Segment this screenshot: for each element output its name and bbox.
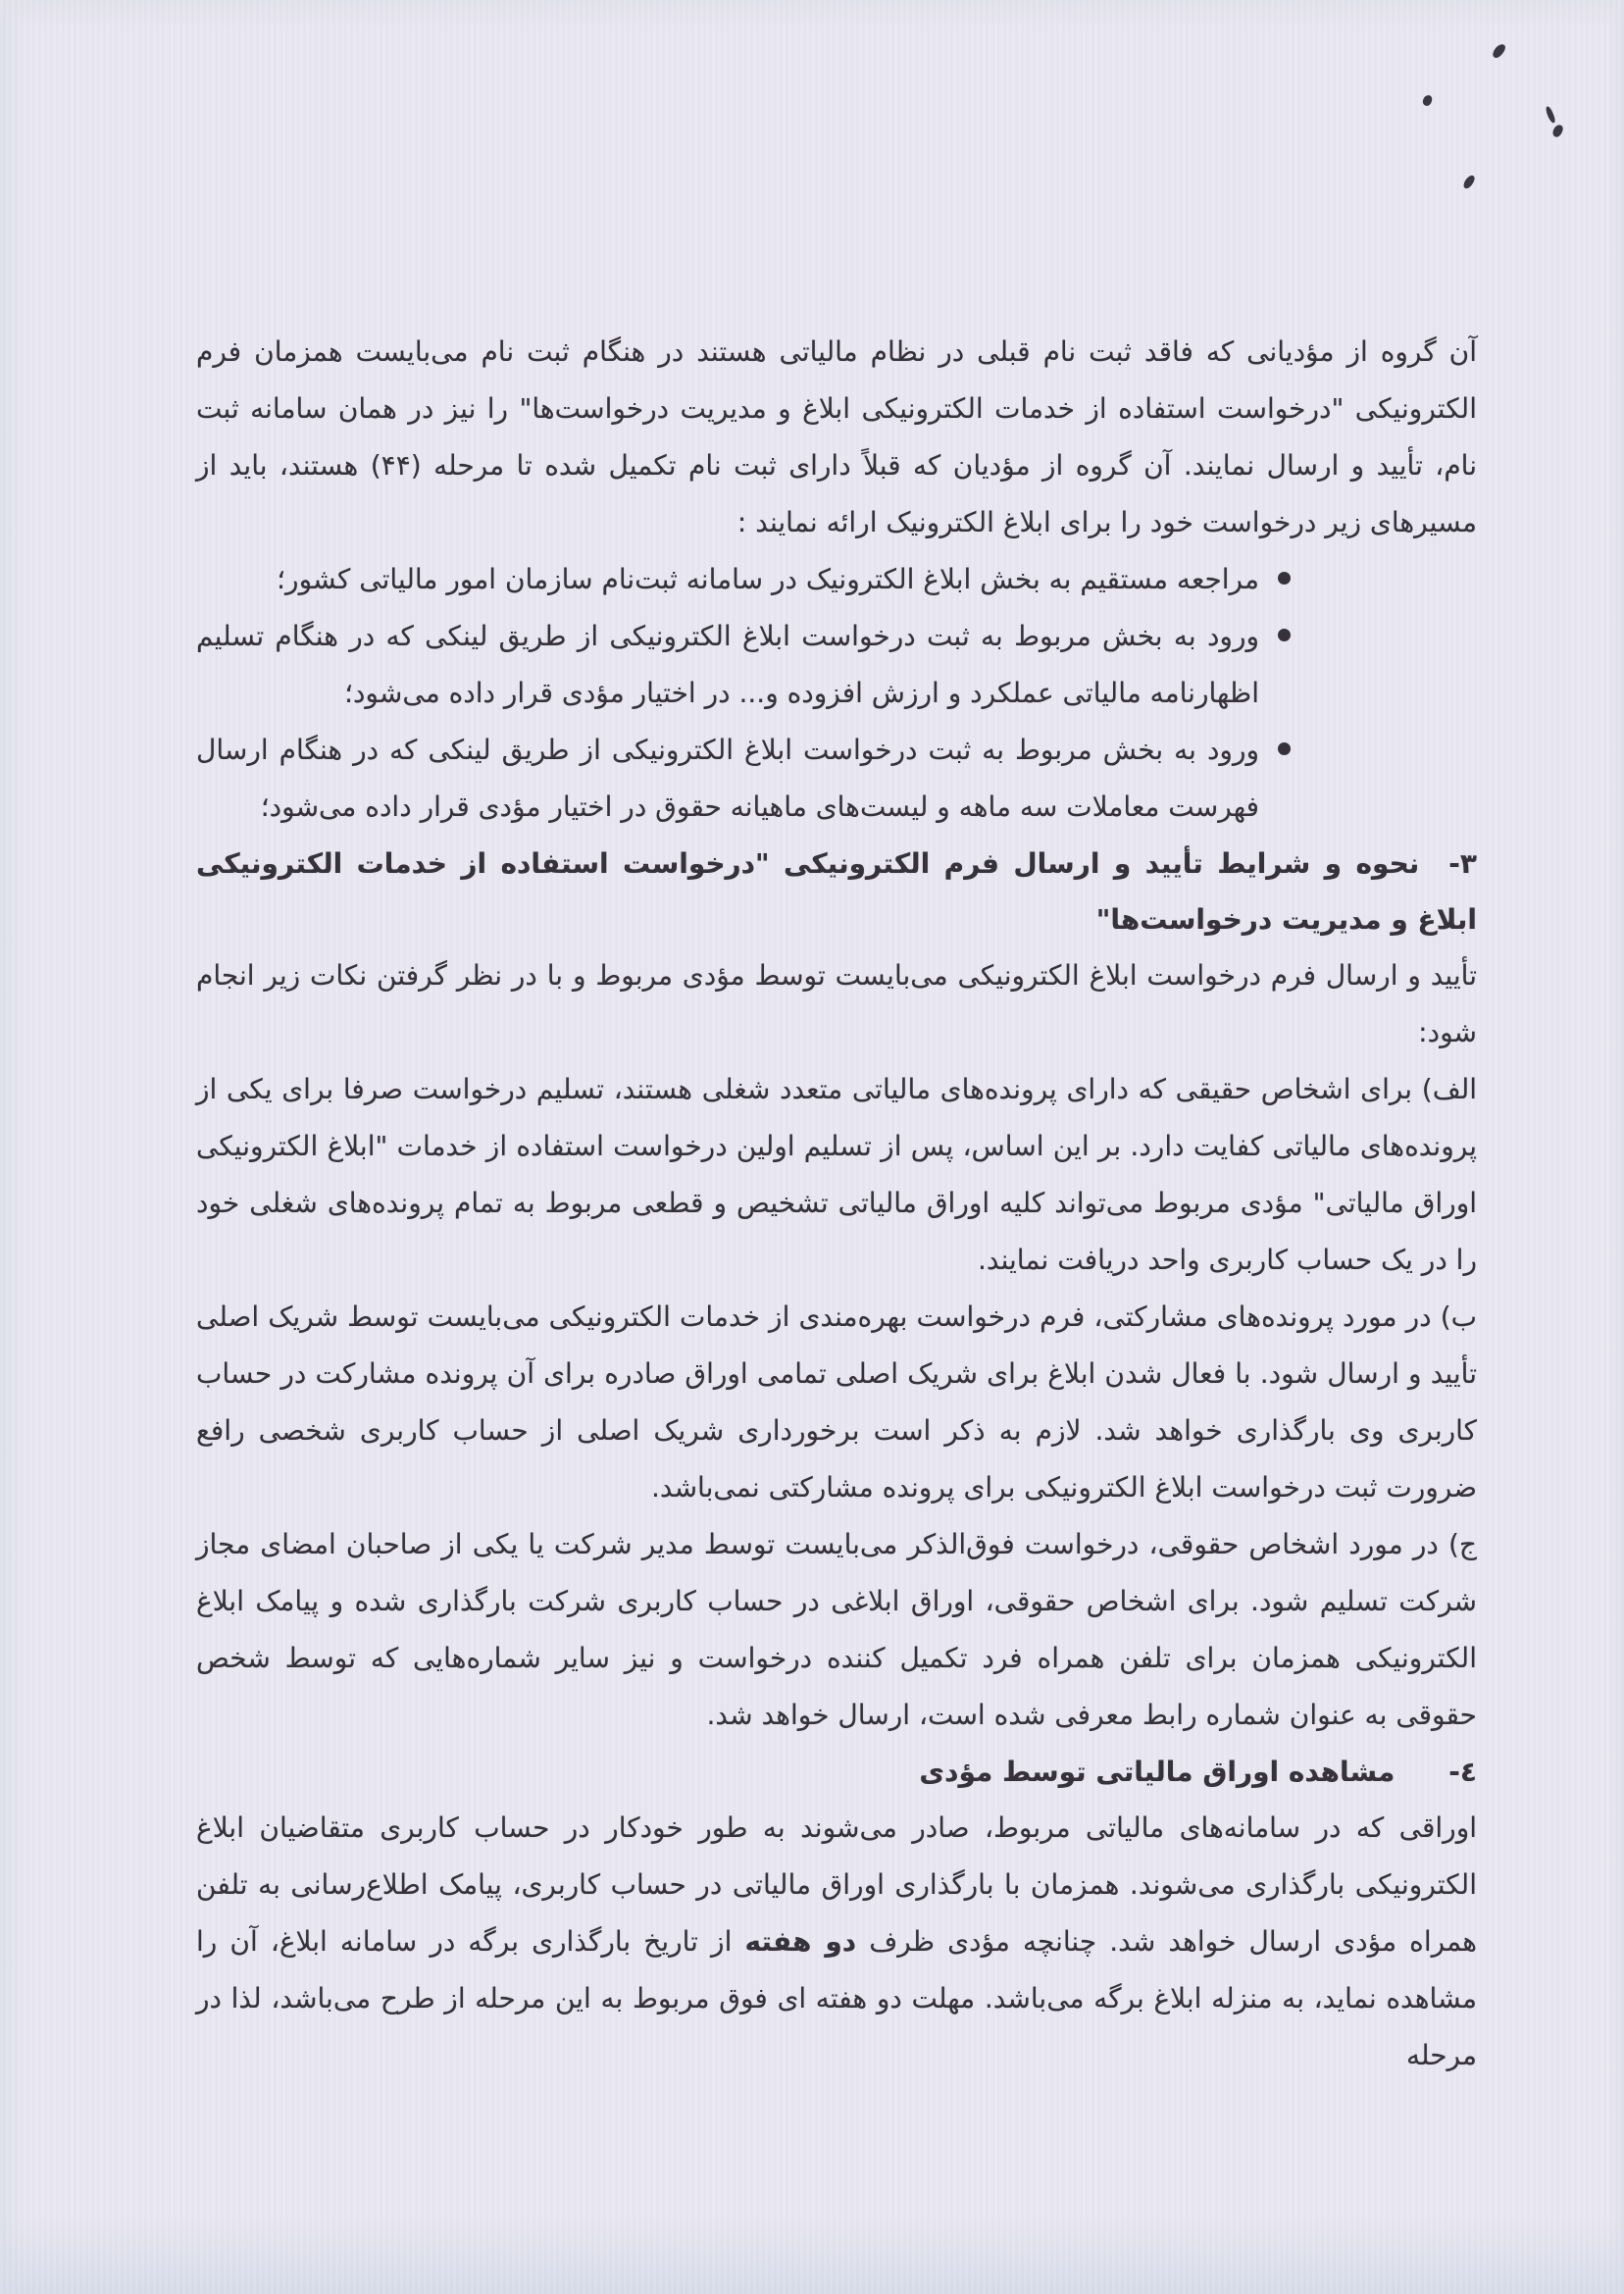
section-3-heading xyxy=(196,836,1477,947)
section-4-text-before: اوراقی که در سامانه‌های مالیاتی مربوط، صادر می‌شوند به طور خودکار در حساب کاربری متقاضیان ابلاغ الکترونیکی بارگذاری می‌شوند. همزمان با بارگذاری اوراق مالیاتی در حساب کاربری، پیامک اطلاع‌رسانی به تلفن همراه مؤدی ارسال خواهد شد. چنانچه مؤدی ظرف xyxy=(196,1811,1478,1958)
bullet-dot-icon xyxy=(1278,742,1291,755)
section-3-lead: تأیید و ارسال فرم درخواست ابلاغ الکترونیکی می‌بایست توسط مؤدی مربوط و با در نظر گرفتن نکات زیر انجام شود: xyxy=(196,959,1477,1048)
notification-paths-list xyxy=(196,551,1477,836)
list-item xyxy=(196,551,1296,608)
clause-alef-paragraph: الف) برای اشخاص حقیقی که دارای پرونده‌های مالیاتی متعدد شغلی هستند، تسلیم درخواست صرفا برای یکی از پرونده‌های مالیاتی کفایت دارد. بر این اساس، پس از تسلیم اولین درخواست استفاده از خدمات "ابلاغ الکترونیکی اوراق مالیاتی" مؤدی مربوط می‌تواند کلیه اوراق مالیاتی تشخیص و قطعی مربوط به تمام پرونده‌های شغلی خود را در یک حساب کاربری واحد دریافت نمایند. xyxy=(196,1073,1477,1276)
list-item-text: ورود به بخش مربوط به ثبت درخواست ابلاغ الکترونیکی از طریق لینکی که در هنگام ارسال فهرست معاملات سه ماهه و لیست‌های ماهیانه حقوق در اختیار مؤدی قرار داده می‌شود؛ xyxy=(196,734,1259,823)
section-number: ٤- xyxy=(1448,1756,1477,1788)
scan-speck xyxy=(1491,42,1507,60)
list-item xyxy=(196,722,1296,836)
section-4-text-after: از تاریخ بارگذاری برگه در سامانه ابلاغ، آن را مشاهده نماید، به منزله ابلاغ برگه می‌باشد. مهلت دو هفته ای فوق مربوط به این مرحله از طرح می‌باشد، لذا در مرحله xyxy=(196,1925,1477,2071)
scan-speck xyxy=(1551,124,1564,138)
clause-jim-paragraph: ج) در مورد اشخاص حقوقی، درخواست فوق‌الذکر می‌بایست توسط مدیر شرکت یا یکی از صاحبان امضای مجاز شرکت تسلیم شود. برای اشخاص حقوقی، اوراق ابلاغی در حساب کاربری شرکت بارگذاری شده و پیامک ابلاغ الکترونیکی همزمان برای تلفن همراه فرد تکمیل کننده درخواست و نیز سایر شماره‌هایی که توسط شخص حقوقی به عنوان شماره رابط معرفی شده است، ارسال خواهد شد. xyxy=(196,1528,1477,1731)
document-content xyxy=(196,324,1477,2084)
scan-speck xyxy=(1462,174,1476,190)
scan-speck xyxy=(1544,106,1556,125)
scan-speck xyxy=(1422,94,1433,106)
section-title: نحوه و شرایط تأیید و ارسال فرم الکترونیکی "درخواست استفاده از خدمات الکترونیکی ابلاغ و مدیریت درخواست‌ها" xyxy=(196,847,1477,936)
section-4-heading xyxy=(196,1744,1477,1800)
section-4-paragraph xyxy=(196,1800,1477,2084)
list-item-text: مراجعه مستقیم به بخش ابلاغ الکترونیک در سامانه ثبت‌نام سازمان امور مالیاتی کشور؛ xyxy=(277,563,1259,595)
clause-be-paragraph: ب) در مورد پرونده‌های مشارکتی، فرم درخواست بهره‌مندی از خدمات الکترونیکی می‌بایست توسط شریک اصلی تأیید و ارسال شود. با فعال شدن ابلاغ برای شریک اصلی تمامی اوراق صادره برای آن پرونده مشارکت در حساب کاربری وی بارگذاری خواهد شد. لازم به ذکر است برخورداری شریک اصلی از حساب کاربری شخصی رافع ضرورت ثبت درخواست ابلاغ الکترونیکی برای پرونده مشارکتی نمی‌باشد. xyxy=(196,1300,1477,1504)
section-number: ۳- xyxy=(1448,847,1477,880)
bullet-dot-icon xyxy=(1278,629,1291,641)
section-title: مشاهده اوراق مالیاتی توسط مؤدی xyxy=(919,1756,1396,1788)
intro-paragraph: آن گروه از مؤدیانی که فاقد ثبت نام قبلی در نظام مالیاتی هستند در هنگام ثبت نام می‌بایست همزمان فرم الکترونیکی "درخواست استفاده از خدمات الکترونیکی ابلاغ و مدیریت درخواست‌ها" را نیز در همان سامانه ثبت نام، تأیید و ارسال نمایند. آن گروه از مؤدیان که قبلاً دارای ثبت نام تکمیل شده تا مرحله (۴۴) هستند، باید از مسیرهای زیر درخواست خود را برای ابلاغ الکترونیک ارائه نمایند : xyxy=(196,335,1477,538)
list-item xyxy=(196,608,1296,722)
bullet-dot-icon xyxy=(1278,572,1291,585)
list-item-text: ورود به بخش مربوط به ثبت درخواست ابلاغ الکترونیکی از طریق لینکی که در هنگام تسلیم اظهارنامه مالیاتی عملکرد و ارزش افزوده و... در اختیار مؤدی قرار داده می‌شود؛ xyxy=(196,620,1259,709)
bold-two-weeks: دو هفته xyxy=(744,1925,857,1958)
